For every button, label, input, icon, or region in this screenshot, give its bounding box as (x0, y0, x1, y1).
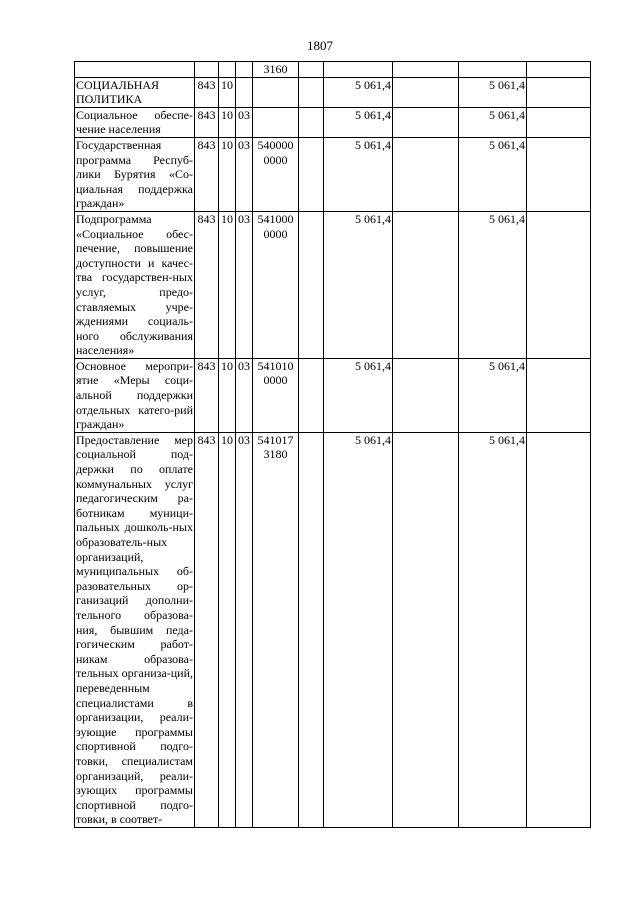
amount-4 (527, 77, 591, 107)
row-name: Основное меропри-ятие «Меры соци-альной поддержки отдельных катего-рий граждан» (76, 358, 193, 432)
amount-3: 5 061,4 (459, 77, 527, 107)
amount-3: 5 061,4 (459, 358, 527, 432)
amount-3: 5 061,4 (459, 137, 527, 211)
amount-2 (393, 107, 459, 137)
vr-code (299, 137, 324, 211)
vr-code (299, 107, 324, 137)
row-name: Социальное обеспе-чение населения (76, 107, 193, 137)
csr-code: 540000 0000 (253, 137, 299, 211)
amount-3 (459, 62, 527, 78)
amount-4 (527, 62, 591, 78)
table-row (75, 211, 591, 358)
pr-code (236, 77, 253, 107)
table-row (75, 62, 591, 78)
amount-4 (527, 137, 591, 211)
rz-code: 10 (219, 77, 236, 107)
page-number: 1807 (307, 38, 333, 53)
table-row (75, 77, 591, 107)
amount-1 (324, 62, 393, 78)
amount-1: 5 061,4 (324, 211, 393, 358)
csr-code (253, 77, 299, 107)
pr-code: 03 (236, 137, 253, 211)
pr-code: 03 (236, 358, 253, 432)
ved-code: 843 (195, 77, 219, 107)
amount-2 (393, 62, 459, 78)
table-row (75, 107, 591, 137)
rz-code: 10 (219, 432, 236, 827)
csr-code (253, 107, 299, 137)
amount-2 (393, 77, 459, 107)
rz-code (219, 62, 236, 78)
table-row (75, 358, 591, 432)
amount-4 (527, 107, 591, 137)
rz-code: 10 (219, 137, 236, 211)
vr-code (299, 62, 324, 78)
amount-4 (527, 432, 591, 827)
amount-1: 5 061,4 (324, 432, 393, 827)
amount-1: 5 061,4 (324, 77, 393, 107)
vr-code (299, 358, 324, 432)
ved-code: 843 (195, 211, 219, 358)
csr-code: 541017 3180 (253, 432, 299, 827)
vr-code (299, 432, 324, 827)
rz-code: 10 (219, 107, 236, 137)
amount-1: 5 061,4 (324, 107, 393, 137)
ved-code: 843 (195, 107, 219, 137)
budget-table (74, 61, 591, 828)
amount-2 (393, 432, 459, 827)
ved-code: 843 (195, 358, 219, 432)
table-row (75, 432, 591, 827)
row-name (75, 62, 195, 78)
csr-code: 541010 0000 (253, 358, 299, 432)
pr-code (236, 62, 253, 78)
table-row (75, 137, 591, 211)
rz-code: 10 (219, 358, 236, 432)
ved-code: 843 (195, 137, 219, 211)
amount-3: 5 061,4 (459, 211, 527, 358)
vr-code (299, 77, 324, 107)
amount-1: 5 061,4 (324, 137, 393, 211)
ved-code: 843 (195, 432, 219, 827)
amount-4 (527, 211, 591, 358)
amount-2 (393, 358, 459, 432)
pr-code: 03 (236, 432, 253, 827)
amount-3: 5 061,4 (459, 432, 527, 827)
pr-code: 03 (236, 107, 253, 137)
csr-code: 541000 0000 (253, 211, 299, 358)
amount-1: 5 061,4 (324, 358, 393, 432)
ved-code (195, 62, 219, 78)
row-name: Предоставление мер социальной под-держки по оплате коммунальных услуг педагогическим ра-ботникам муници-пальных дошколь-ных образователь-ных организаций, муниципальных об-разовательных ор-ганизаций дополни-тельного образова-ния, бывшим педа-гогическим работ-никам образова-тельных организа-ций, переведенным специалистами в организации, реали-зующие программы спортивной подго-товки, специалистам организаций, реали-зующих программы спортивной подго-товки, в соответ- (76, 432, 193, 827)
row-name: Государственная программа Респуб-лики Бурятия «Со-циальная поддержка граждан» (76, 137, 193, 211)
amount-4 (527, 358, 591, 432)
amount-2 (393, 137, 459, 211)
vr-code (299, 211, 324, 358)
csr-code: 3160 (253, 62, 299, 78)
pr-code: 03 (236, 211, 253, 358)
amount-2 (393, 211, 459, 358)
amount-3: 5 061,4 (459, 107, 527, 137)
row-name: Подпрограмма «Социальное обес-печение, повышение доступности и качес-тва государствен-ных услуг, предо-ставляемых учре-ждениями социаль-ного обслуживания населения» (76, 211, 193, 358)
rz-code: 10 (219, 211, 236, 358)
row-name: СОЦИАЛЬНАЯ ПОЛИТИКА (75, 77, 195, 107)
